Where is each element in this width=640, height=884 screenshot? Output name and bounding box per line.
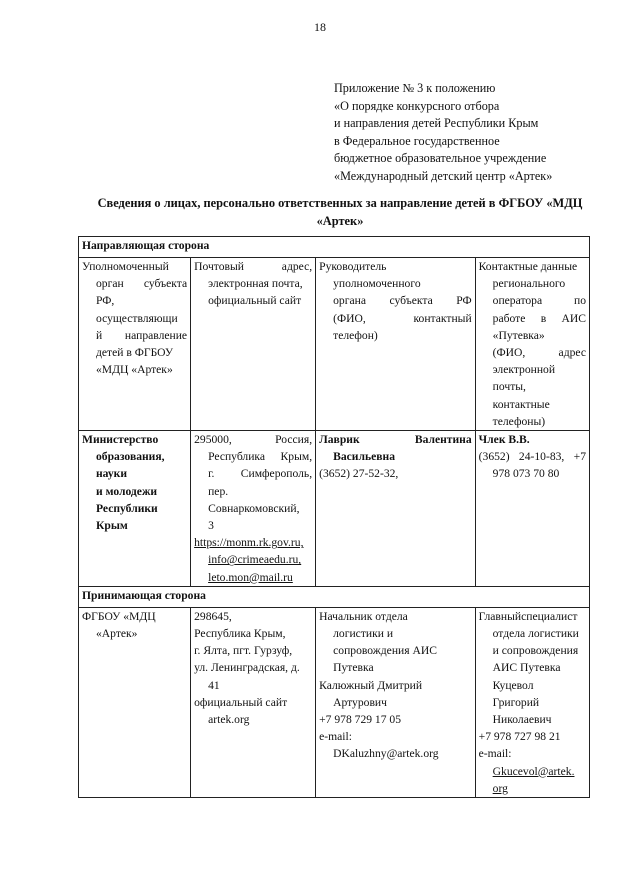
cell-line: науки bbox=[96, 467, 128, 481]
cell-line: уполномоченного bbox=[333, 277, 421, 291]
header-cell-authority bbox=[79, 258, 191, 431]
cell-line: Николаевич bbox=[492, 713, 552, 727]
email-link[interactable]: org bbox=[492, 781, 508, 795]
cell-line: «Артек» bbox=[96, 627, 138, 641]
cell-line: Министерство bbox=[82, 433, 159, 447]
cell-line: почты, bbox=[492, 380, 526, 394]
cell-line: +7 978 727 98 21 bbox=[478, 730, 561, 744]
appendix-note bbox=[334, 80, 624, 185]
cell-authority-operator bbox=[475, 431, 589, 587]
cell-line: отдела логистики bbox=[492, 627, 579, 641]
cell-line: сопровождения АИС bbox=[333, 644, 437, 658]
cell-line: г. Ялта, пгт. Гурзуф, bbox=[194, 644, 293, 658]
cell-line: телефон) bbox=[333, 328, 378, 342]
cell-line: контактные bbox=[492, 397, 550, 411]
cell-line: 978 073 70 80 bbox=[492, 467, 560, 481]
cell-line: органа субъекта РФ bbox=[333, 294, 472, 308]
cell-line: Артурович bbox=[333, 695, 387, 709]
responsible-persons-table bbox=[78, 236, 590, 798]
cell-line: г. Симферополь, bbox=[208, 467, 313, 481]
email-link[interactable]: Gkucevol@artek. bbox=[492, 764, 575, 778]
appendix-line: бюджетное образовательное учреждение bbox=[334, 151, 547, 165]
cell-line: (ФИО, адрес bbox=[492, 346, 586, 360]
cell-line: орган субъекта bbox=[96, 277, 188, 291]
cell-line: логистики и bbox=[333, 627, 394, 641]
cell-line: ФГБОУ «МДЦ bbox=[82, 609, 156, 623]
section-title-sending: Направляющая сторона bbox=[79, 237, 590, 258]
cell-line: Контактные данные bbox=[478, 260, 578, 273]
header-cell-operator bbox=[475, 258, 589, 431]
cell-line: Руководитель bbox=[319, 260, 387, 273]
cell-line: Республика Крым, bbox=[194, 627, 286, 641]
email-link[interactable]: info@crimeaedu.ru, bbox=[208, 553, 302, 567]
cell-line: Республика Крым, bbox=[208, 450, 313, 464]
header-cell-head bbox=[316, 258, 476, 431]
cell-line: детей в ФГБОУ bbox=[96, 346, 174, 360]
cell-line: Васильевна bbox=[333, 450, 395, 464]
section-title-receiving: Принимающая сторона bbox=[79, 586, 590, 607]
cell-receiver-address bbox=[191, 607, 316, 797]
cell-line: Почтовый адрес, bbox=[194, 260, 313, 273]
cell-line: пер. bbox=[208, 484, 229, 498]
cell-line: Члек В.В. bbox=[478, 433, 530, 447]
cell-line: оператора по bbox=[492, 294, 586, 308]
cell-authority-head bbox=[316, 431, 476, 587]
cell-line: +7 978 729 17 05 bbox=[319, 713, 402, 727]
page-number: 18 bbox=[314, 20, 326, 34]
table-row-sending bbox=[79, 431, 590, 587]
cell-line: e-mail: bbox=[478, 747, 512, 761]
appendix-line: и направления детей Республики Крым bbox=[334, 116, 539, 130]
cell-receiver-operator bbox=[475, 607, 589, 797]
cell-line: ул. Ленинградская, д. bbox=[194, 661, 300, 675]
cell-line: работе в АИС bbox=[492, 311, 586, 325]
email-link[interactable]: leto.mon@mail.ru bbox=[208, 570, 293, 584]
website-link[interactable]: https://monm.rk.gov.ru, bbox=[194, 536, 304, 550]
cell-line: 41 bbox=[208, 678, 220, 692]
cell-line: Совнаркомовский, bbox=[208, 501, 300, 515]
cell-line: Григорий bbox=[492, 695, 540, 709]
cell-line: «Путевка» bbox=[492, 328, 545, 342]
cell-authority-name bbox=[79, 431, 191, 587]
cell-receiver-head bbox=[316, 607, 476, 797]
appendix-line: «О порядке конкурсного отбора bbox=[334, 98, 500, 113]
email-text: DKaluzhny@artek.org bbox=[333, 747, 439, 761]
cell-line: (3652) 27-52-32, bbox=[319, 467, 399, 481]
cell-line: e-mail: bbox=[319, 730, 352, 744]
cell-line: Уполномоченный bbox=[82, 260, 169, 273]
cell-line: телефоны) bbox=[492, 414, 546, 428]
cell-line: электронной bbox=[492, 363, 556, 377]
table-row-receiving bbox=[79, 607, 590, 797]
cell-line: официальный сайт bbox=[208, 294, 302, 308]
cell-line: РФ, bbox=[96, 294, 115, 308]
cell-line: Начальник отдела bbox=[319, 609, 408, 623]
cell-line: (ФИО, контактный bbox=[333, 311, 472, 325]
cell-line: образования, bbox=[96, 450, 165, 464]
document-title bbox=[70, 194, 610, 230]
cell-line: 295000, Россия, bbox=[194, 433, 313, 447]
appendix-line: в Федеральное государственное bbox=[334, 133, 500, 148]
cell-line: регионального bbox=[492, 277, 566, 291]
cell-line: осуществляющи bbox=[96, 311, 178, 325]
cell-line: Республики bbox=[96, 501, 158, 515]
cell-line: (3652) 24-10-83, +7 bbox=[478, 450, 586, 464]
cell-line: Путевка bbox=[333, 661, 374, 675]
cell-line: 3 bbox=[208, 519, 214, 533]
cell-line: Лаврик Валентина bbox=[319, 433, 472, 447]
cell-line: artek.org bbox=[208, 713, 250, 727]
cell-line: и молодежи bbox=[96, 484, 158, 498]
section-row-receiving bbox=[79, 586, 590, 607]
appendix-line: «Международный детский центр «Артек» bbox=[334, 168, 553, 183]
appendix-line: Приложение № 3 к положению bbox=[334, 81, 496, 95]
cell-line: и сопровождения bbox=[492, 644, 579, 658]
section-row-sending bbox=[79, 237, 590, 258]
header-cell-address bbox=[191, 258, 316, 431]
cell-line: Калюжный Дмитрий bbox=[319, 678, 423, 692]
header-row bbox=[79, 258, 590, 431]
title-line: «Артек» bbox=[316, 214, 364, 228]
cell-line: Главныйспециалист bbox=[478, 609, 578, 623]
cell-authority-address bbox=[191, 431, 316, 587]
cell-line: 298645, bbox=[194, 609, 232, 623]
cell-line: Крым bbox=[96, 519, 128, 533]
cell-line: АИС Путевка bbox=[492, 661, 561, 675]
cell-line: й направление bbox=[96, 328, 188, 342]
cell-receiver-name bbox=[79, 607, 191, 797]
cell-line: Куцевол bbox=[492, 678, 534, 692]
title-line: Сведения о лицах, персонально ответственных за направление детей в ФГБОУ «МДЦ bbox=[97, 196, 583, 210]
cell-line: официальный сайт bbox=[194, 695, 288, 709]
cell-line: электронная почта, bbox=[208, 277, 303, 291]
cell-line: «МДЦ «Артек» bbox=[96, 363, 173, 377]
